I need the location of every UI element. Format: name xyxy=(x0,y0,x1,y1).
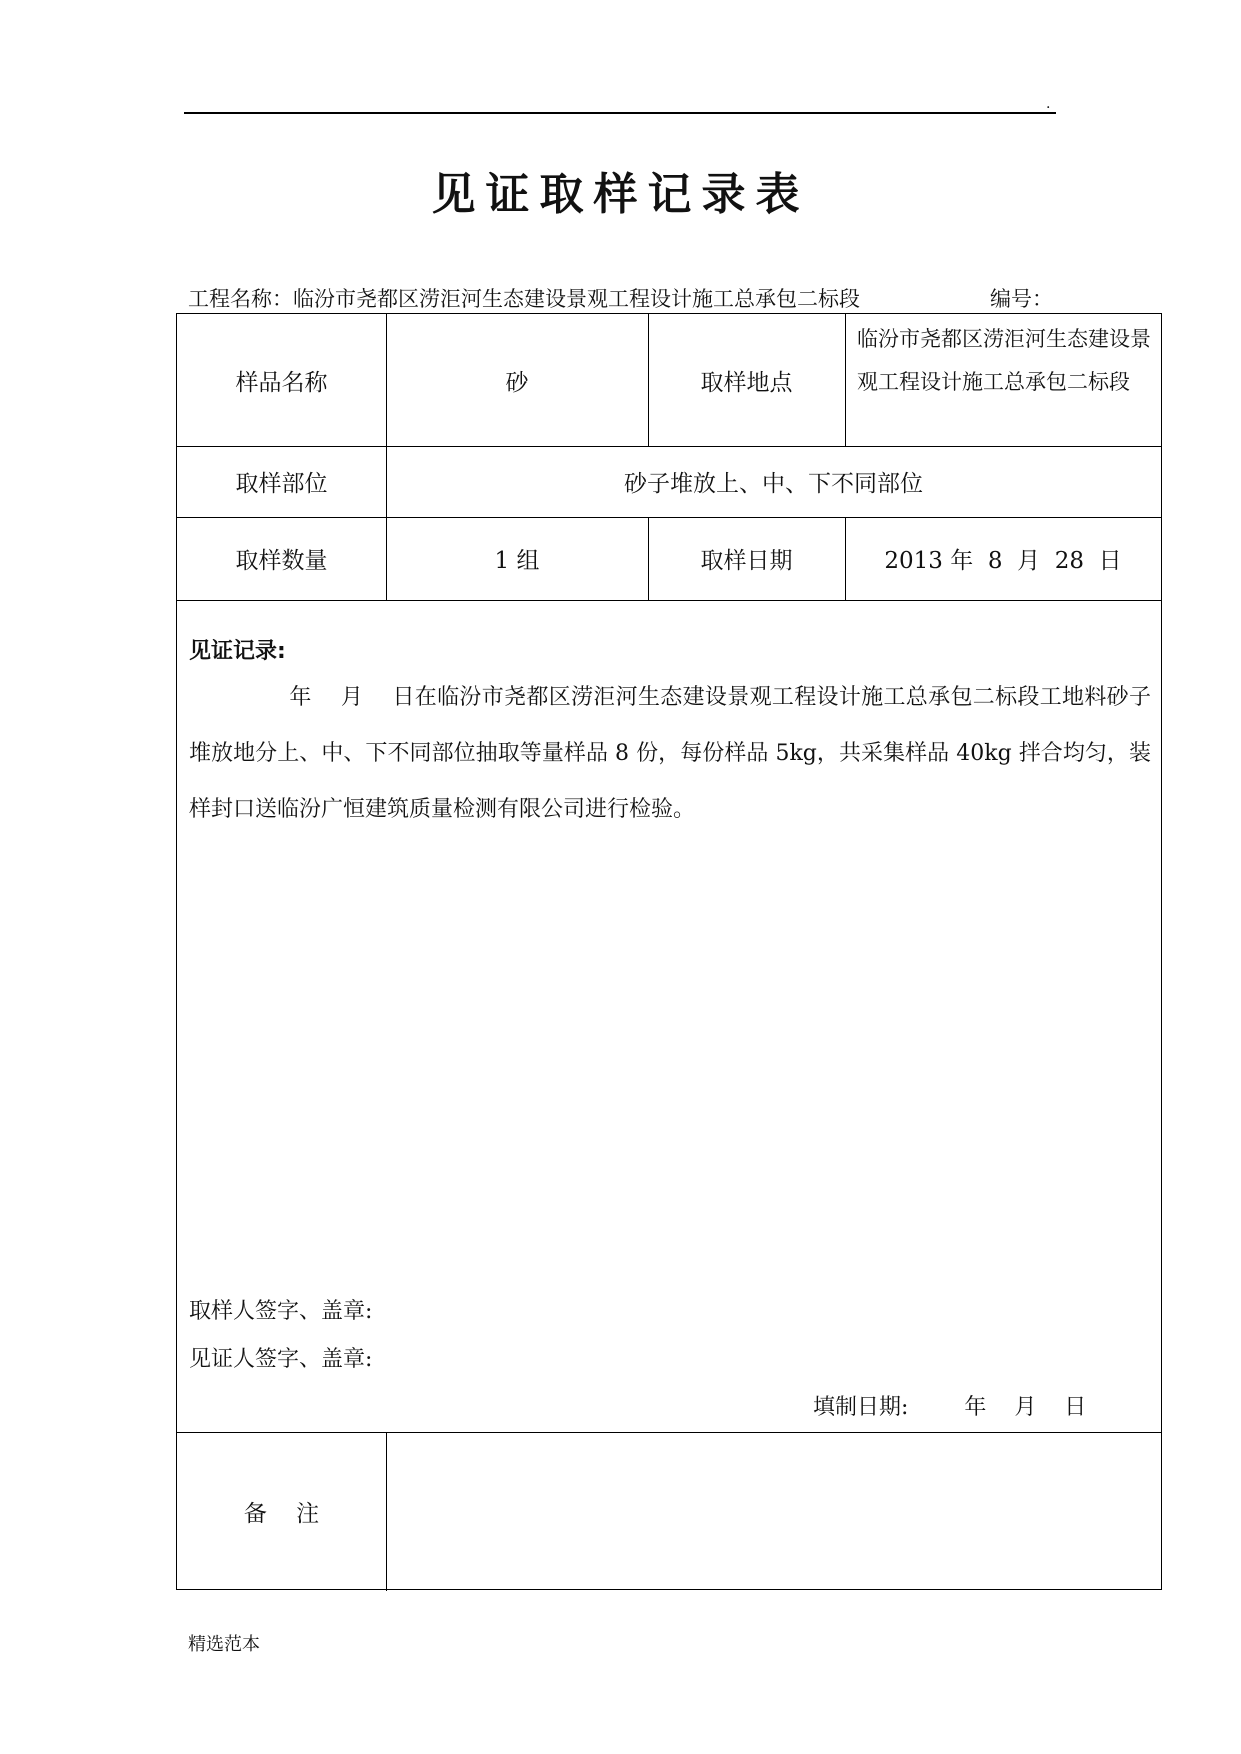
sample-part-value: 砂子堆放上、中、下不同部位 xyxy=(624,471,923,497)
remarks-label: 备 注 xyxy=(243,1501,320,1527)
fill-date: 填制日期: 年 月 日 xyxy=(813,1395,1087,1420)
sample-date-value: 2013 年 8 月 28 日 xyxy=(884,548,1122,574)
sample-part-label: 取样部位 xyxy=(235,471,328,497)
header-rule xyxy=(184,112,1056,114)
record-number-label: 编号： xyxy=(990,287,1053,311)
witness-record-heading: 见证记录: xyxy=(189,639,286,664)
witness-record-body xyxy=(189,670,1151,838)
sample-quantity-value: 1 组 xyxy=(494,548,540,574)
footer-text: 精选范本 xyxy=(188,1634,260,1655)
sample-location-value: 临汾市尧都区涝洰河生态建设景观工程设计施工总承包二标段 xyxy=(857,327,1151,394)
row-divider xyxy=(177,600,1161,601)
project-name-label: 工程名称： xyxy=(188,287,293,311)
remarks-value xyxy=(386,1432,1161,1591)
header-dot: . xyxy=(1046,96,1051,112)
sampling-record-form xyxy=(176,313,1162,1590)
page-title: 见证取样记录表 xyxy=(431,169,810,220)
project-name-line xyxy=(188,283,860,313)
witness-signature-label: 见证人签字、盖章: xyxy=(189,1347,373,1372)
sample-name-label: 样品名称 xyxy=(235,369,328,396)
sample-location-label: 取样地点 xyxy=(700,369,793,396)
project-name-value: 临汾市尧都区涝洰河生态建设景观工程设计施工总承包二标段 xyxy=(293,287,860,311)
sample-name-value: 砂 xyxy=(505,369,529,396)
witness-record-text: 年 月 日在临汾市尧都区涝洰河生态建设景观工程设计施工总承包二标段工地料砂子堆放地分上、中、下不同部位抽取等量样品 8 份，每份样品 5kg，共采集样品 40kg 拌合均匀，装样封口送临汾广恒建筑质量检测有限公司进行检验。 xyxy=(189,685,1151,822)
sampler-signature-label: 取样人签字、盖章: xyxy=(189,1299,373,1324)
sample-date-label: 取样日期 xyxy=(700,548,793,574)
sample-quantity-label: 取样数量 xyxy=(235,548,328,574)
